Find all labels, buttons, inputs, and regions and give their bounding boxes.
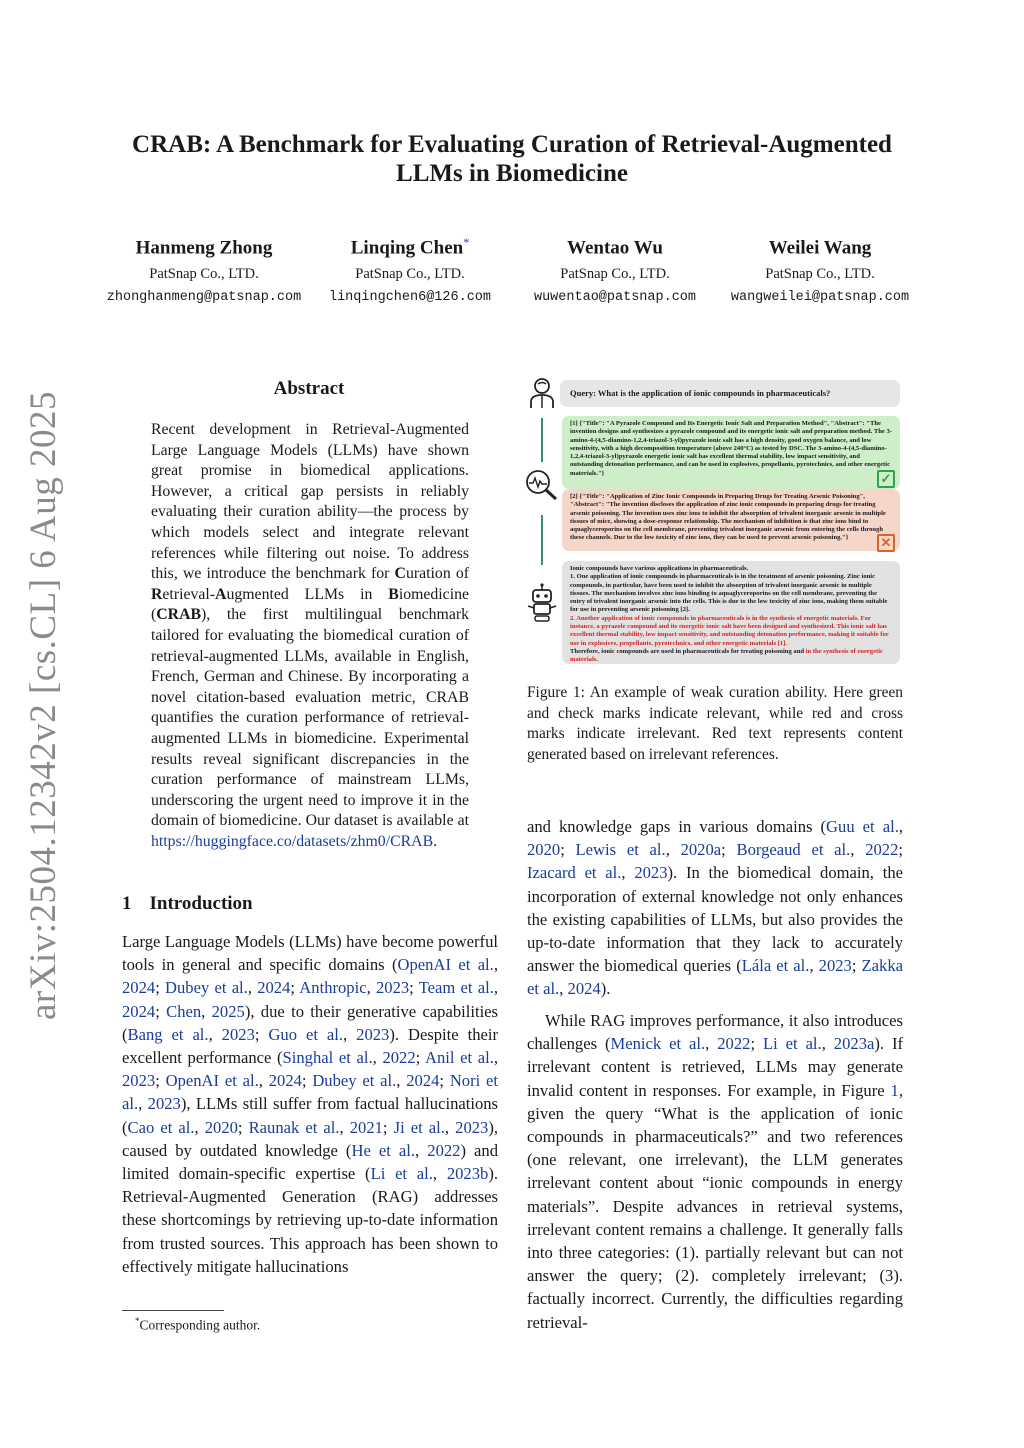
text-run: , [415, 1140, 428, 1160]
citation-link[interactable]: 2024 [406, 1071, 440, 1091]
reference-irrelevant-box: [2] {"Title": "Application of Zinc Ionic Compounds in Preparing Drugs for Treating Arsenic Poisoning", "Abstract": "The invention discloses the application of zinc ionic compounds in preparing drugs for treating arsenic poisoning. The invention uses zinc ions to inhibit the absorption of trivalent inorganic arsenic in multiple tissues of mice, showing a dose-response relationship. The mechanism of inhibition is that zinc ions bind to aquaglyceroporins on the cell membrane, preventing trivalent inorganic arsenic from entering the cells through these channels. Due to the low toxicity of zinc ions, they can be used to prevent arsenic poisoning."} [562, 489, 900, 551]
text-run: , [138, 1094, 148, 1114]
citation-link[interactable]: 2023 [818, 956, 852, 976]
citation-link[interactable]: 2023 [375, 978, 410, 998]
text-run: ; [155, 978, 166, 998]
text-run: , [493, 1048, 499, 1068]
citation-link[interactable]: Menick et al. [610, 1034, 706, 1054]
text-run: ). In the biomedical domain, the incorporation of external knowledge not only enhances the existing capabilities of LLMs, but also provides the up-to-date information that they lack to accurately answer the biomedical queries ( [527, 863, 903, 976]
citation-link[interactable]: 2024 [122, 978, 156, 998]
abstract-heading: Abstract [273, 378, 345, 399]
text-run: , [366, 978, 376, 998]
text-run: ; [290, 978, 300, 998]
text-run: , [665, 840, 681, 860]
text-run: , [821, 1034, 834, 1054]
text-run: , [343, 1024, 357, 1044]
text-run: ; [721, 840, 737, 860]
text-run: ; [409, 978, 419, 998]
citation-link[interactable]: 2023 [634, 863, 668, 883]
text-run: , given the query “What is the application of ionic compounds in pharmaceuticals?” and two references (one relevant, one irrelevant), the LLM generates irrelevant content about “ionic compounds in energy materials”. Despite advances in retrieval systems, irrelevant content remains a challenge. It generally falls into three categories: (1). partially relevant but can not answer the query; (2). completely irrelevant; (3). factually incorrect. Currently, the difficulties regarding retrieval- [527, 1080, 903, 1332]
text-run: ), LLMs still suffer from factual hallucinations ( [122, 1094, 498, 1137]
generated-answer-box: Ionic compounds have various applications in pharmaceuticals. 1. One application of ionic compounds in pharmaceuticals is in the treatment of arsenic poisoning. Zinc ionic compounds, in particular, have been used to inhibit the absorption of trivalent inorganic arsenic in multiple tissues. The mechanism involves zinc ions binding to aquaglyceroporins on the cell membrane, preventing the entry of trivalent inorganic arsenic into the cells. This is due to the low toxicity of zinc ions, making them suitable for use in preventing arsenic poisoning [2]. 2. Another application of ionic compounds in pharmaceuticals is in the synthesis of energetic materials. For instance, a pyrazole compound and its energetic ionic salt have been designed and synthesized. This ionic salt has excellent thermal stability, low impact sensitivity, and outstanding detonation performance, making it suitable for use in explosives, propellants, pyrotechnics, and other energetic materials [1]. Therefore, ionic compounds are used in pharmaceuticals for treating poisoning and in the synthesis of energetic materials. [562, 561, 900, 664]
text-run: , [898, 817, 903, 836]
text-run: , [809, 956, 819, 976]
citation-link[interactable]: Chen [166, 1001, 202, 1021]
text-run: , [194, 1117, 205, 1137]
citation-link[interactable]: Borgeaud et al. [736, 840, 851, 860]
text-run: , [493, 955, 498, 975]
citation-link[interactable]: 2023 [147, 1094, 181, 1114]
right-column-paragraph [527, 1009, 903, 1334]
text-run: ), caused by outdated knowledge ( [122, 1117, 499, 1160]
text-run: Large Language Models (LLMs) have become powerful tools in general and specific domains ( [122, 932, 498, 975]
text-run: ) and limited domain-specific expertise ( [122, 1140, 499, 1184]
author-email[interactable]: zhonghanmeng@patsnap.com [106, 290, 302, 306]
author-name: Hanmeng Zhong [135, 237, 273, 259]
text-run: , [493, 978, 499, 998]
text-run: , [339, 1117, 350, 1137]
text-run: , [372, 1048, 383, 1068]
text-run: ). Retrieval-Augmented Generation (RAG) addresses these shortcomings by retrieving up-to-date information from trusted sources. This approach has been shown to effectively mitigate hallucinations [122, 1164, 498, 1276]
text-run: While RAG improves performance, it also introduces challenges ( [527, 1011, 903, 1054]
citation-link[interactable]: Anthropic [299, 978, 367, 998]
citation-link[interactable]: Bang et al. [127, 1024, 209, 1044]
citation-link[interactable]: Zakka et al. [527, 956, 903, 999]
right-column-paragraph [527, 815, 903, 1001]
text-run: ; [415, 1048, 425, 1068]
citation-link[interactable]: 2024 [268, 1071, 302, 1091]
text-run: ; [439, 1071, 450, 1091]
citation-link[interactable]: 2020a [680, 840, 722, 860]
paper-title: CRAB: A Benchmark for Evaluating Curation of Retrieval-Augmented LLMs in Biomedicine [132, 131, 892, 187]
connector-line [541, 515, 543, 565]
citation-link[interactable]: Dubey et al. [165, 978, 248, 998]
reference-relevant-box: [1] {"Title": "A Pyrazole Compound and Its Energetic Ionic Salt and Preparation Method", "Abstract": "The invention designs and synthesizes a pyrazole compound and its energetic ionic salt and preparation method. The 3-amino-4-(4,5-diamino-1,2,4-triazol-3-yl)pyrazole ionic salt has a high density, good oxygen balance, and low sensitivity, with a high decomposition temperature (above 240°C) as tested by DSC. The 3-amino-4-(4,5-diamino-1,2,4-triazol-3-yl)pyrazole energetic ionic salt has excellent thermal stability, low impact sensitivity, and outstanding detonation performance, and can be used in explosives, propellants, pyrotechnics, and other energetic materials."} [562, 416, 900, 489]
text-run: , [396, 1071, 407, 1091]
text-run: , [258, 1071, 269, 1091]
text-run: , [850, 840, 866, 860]
citation-link[interactable]: Dubey et al. [312, 1071, 397, 1091]
query-box: Query: What is the application of ionic compounds in pharmaceuticals? [560, 380, 900, 407]
cross-icon: ✕ [877, 534, 895, 552]
robot-icon [526, 583, 558, 623]
citation-link[interactable]: OpenAI et al. [397, 955, 494, 975]
citation-link[interactable]: 2024 [567, 979, 601, 999]
text-run: ; [750, 1034, 763, 1054]
citation-link[interactable]: Guo et al. [268, 1024, 344, 1044]
author-affiliation: PatSnap Co., LTD. [149, 266, 259, 283]
connector-line [541, 418, 543, 462]
figure-caption: Figure 1: An example of weak curation ability. Here green and check marks indicate relevant, while red and cross marks indicate irrelevant. Red text represents content generated based on irrelevant references. [527, 684, 903, 763]
text-run: , [444, 1117, 456, 1137]
citation-link[interactable]: 2020 [204, 1117, 238, 1137]
citation-link[interactable]: 2020 [527, 840, 561, 860]
citation-link[interactable]: He et al. [351, 1140, 416, 1160]
text-run: ; [560, 840, 576, 860]
text-run: ; [382, 1117, 394, 1137]
text-run: , [559, 979, 568, 999]
citation-link[interactable]: OpenAI et al. [165, 1071, 259, 1091]
text-run: , [432, 1164, 447, 1184]
author-name: Weilei Wang [768, 237, 872, 259]
text-run: ; [155, 1001, 167, 1021]
author-email[interactable]: linqingchen6@126.com [328, 290, 492, 306]
author-name: Linqing Chen* [350, 235, 470, 259]
text-run: ; [851, 956, 862, 976]
text-run: ). [600, 979, 611, 999]
text-run: ; [237, 1117, 249, 1137]
abstract-text: Recent development in Retrieval-Augmented Large Language Models (LLMs) have shown great promise in biomedical applications. However, a critical gap persists in reliably evaluating their curation ability—the process by which models select and integrate relevant references while filtering out noise. To address this, we introduce the benchmark for Curation of Retrieval-Augmented LLMs in Biomedicine (CRAB), the first multilingual benchmark tailored for evaluating the biomedical curation of retrieval-augmented LLMs, available in English, French, German and Chinese. By incorporating a novel citation-based evaluation metric, CRAB quantifies the curation performance of retrieval-augmented LLMs in biomedicine. Experimental results reveal significant discrepancies in the curation performance of mainstream LLMs, underscoring the urgent need to improve it in the domain of biomedicine. Our dataset is available at https://huggingface.co/datasets/zhm0/CRAB. [151, 421, 470, 850]
citation-link[interactable]: Li et al. [370, 1164, 433, 1184]
author-affiliation: PatSnap Co., LTD. [560, 266, 670, 283]
citation-link[interactable]: 1 [890, 1080, 899, 1100]
citation-link[interactable]: 2023 [122, 1071, 156, 1091]
dataset-link[interactable]: https://huggingface.co/datasets/zhm0/CRAB [151, 832, 434, 850]
citation-link[interactable]: 2024 [257, 978, 291, 998]
citation-link[interactable]: Izacard et al. [527, 863, 622, 883]
citation-link[interactable]: 2022 [717, 1034, 751, 1054]
citation-link[interactable]: 2023a [833, 1034, 875, 1054]
citation-link[interactable]: Team et al. [418, 978, 494, 998]
author-email[interactable]: wangweilei@patsnap.com [730, 290, 910, 306]
citation-link[interactable]: 2023b [446, 1164, 489, 1184]
text-run: ), due to their generative capabilities ( [122, 1001, 499, 1044]
footnote: *Corresponding author. [135, 1316, 261, 1333]
retriever-magnifier-icon [524, 468, 560, 502]
check-icon: ✓ [877, 470, 895, 488]
citation-link[interactable]: 2021 [349, 1117, 383, 1137]
citation-link[interactable]: 2023 [455, 1117, 489, 1137]
text-run: ; [898, 840, 903, 860]
author-affiliation: PatSnap Co., LTD. [765, 266, 875, 283]
citation-link[interactable]: 2025 [211, 1001, 245, 1021]
text-run: ). If irrelevant content is retrieved, LLMs may generate invalid content in responses. For example, in Figure [527, 1034, 904, 1100]
text-run: , [208, 1024, 222, 1044]
section-heading-introduction: 1 Introduction [122, 893, 253, 914]
citation-link[interactable]: 2024 [122, 1001, 156, 1021]
text-run: , [247, 978, 258, 998]
citation-link[interactable]: Raunak et al. [248, 1117, 340, 1137]
footnote-divider [122, 1310, 224, 1311]
citation-link[interactable]: 2022 [427, 1140, 461, 1160]
citation-link[interactable]: Guu et al. [826, 817, 899, 836]
arxiv-identifier: arXiv:2504.12342v2 [cs.CL] 6 Aug 2025 [23, 391, 64, 1020]
user-icon [527, 376, 557, 410]
citation-link[interactable]: Cao et al. [127, 1117, 195, 1137]
text-run: , [621, 863, 635, 883]
citation-link[interactable]: 2023 [221, 1024, 255, 1044]
author-affiliation: PatSnap Co., LTD. [355, 266, 465, 283]
citation-link[interactable]: Li et al. [762, 1034, 822, 1054]
citation-link[interactable]: Ji et al. [393, 1117, 445, 1137]
author-name: Wentao Wu [567, 237, 663, 259]
citation-link[interactable]: 2022 [865, 840, 899, 860]
author-block [515, 230, 715, 308]
citation-link[interactable]: Lála et al. [741, 956, 810, 976]
text-run: , [201, 1001, 212, 1021]
citation-link[interactable]: Lewis et al. [575, 840, 666, 860]
citation-link[interactable]: 2022 [382, 1048, 416, 1068]
text-run: ; [155, 1071, 166, 1091]
text-run: , [705, 1034, 718, 1054]
text-run: ; [301, 1071, 313, 1091]
text-run: ; [254, 1024, 269, 1044]
author-block [720, 230, 920, 308]
citation-link[interactable]: Nori et al. [122, 1071, 499, 1114]
author-block [310, 230, 510, 308]
citation-link[interactable]: Singhal et al. [282, 1048, 373, 1068]
author-block [104, 230, 304, 308]
author-email[interactable]: wuwentao@patsnap.com [533, 290, 697, 306]
citation-link[interactable]: Anil et al. [424, 1048, 494, 1068]
text-run: ). Despite their excellent performance ( [122, 1024, 499, 1068]
citation-link[interactable]: 2023 [356, 1024, 390, 1044]
text-run: and knowledge gaps in various domains ( [527, 817, 827, 836]
introduction-paragraph [122, 930, 498, 1278]
